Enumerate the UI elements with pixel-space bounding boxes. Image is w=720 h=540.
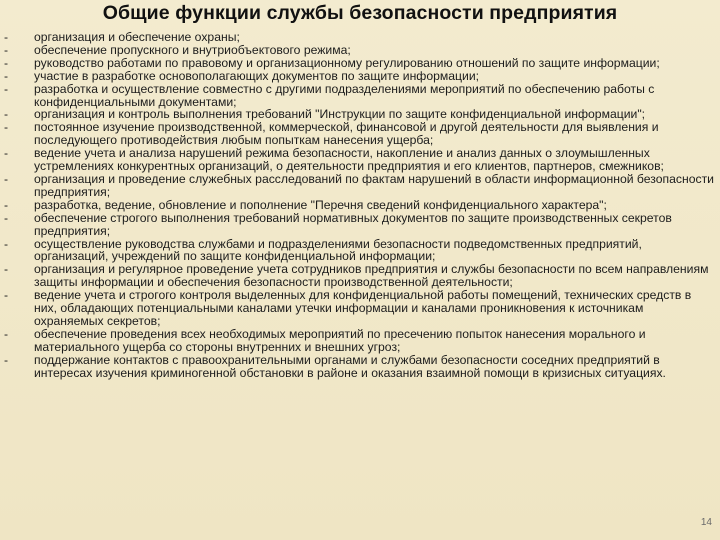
list-item-text: обеспечение проведения всех необходимых мероприятий по пресечению попыток нанесения морального и материального ущерба со стороны внутренних и внешних угроз; [34,326,646,354]
list-item [0,83,720,109]
list-item-text: постоянное изучение производственной, коммерческой, финансовой и другой деятельности для выявления и последующего противодействия любым попыткам нанесения ущерба; [34,120,659,148]
list-item-text: организация и проведение служебных расследований по фактам нарушений в области информационной безопасности предприятия; [34,171,714,199]
page-number: 14 [700,517,712,528]
list-item-text: организация и контроль выполнения требований "Инструкции по защите конфиденциальной информации"; [34,107,646,122]
bullet-dash: - [4,171,9,186]
list-item-text: организация и обеспечение охраны; [34,30,240,44]
list-item [0,212,720,238]
list-item-text: организация и регулярное проведение учета сотрудников предприятия и службы безопасности по всем направлениям защиты информации и обеспечения безопасности производственной деятельности; [34,262,709,290]
list-item-text: участие в разработке основополагающих документов по защите информации; [34,68,480,83]
list-item-text: разработка и осуществление совместно с другими подразделениями мероприятий по обеспечению работы с конфиденциальными документами; [34,81,655,109]
bullet-dash: - [4,236,9,251]
bullet-dash: - [4,81,9,96]
bullet-dash: - [4,42,9,57]
bullet-dash: - [4,55,9,70]
list-item-text: обеспечение пропускного и внутриобъектового режима; [34,42,351,57]
list-item-text: разработка, ведение, обновление и пополнение "Перечня сведений конфиденциального характера"; [34,197,607,212]
list-item [0,238,720,264]
bullet-dash: - [4,352,9,367]
list-item-text: ведение учета и строгого контроля выделенных для конфиденциальной работы помещений, технических средств в них, обладающих потенциальными каналами утечки информации и каналами проникновения к источникам охраняемых секретов; [34,288,692,328]
bullet-dash: - [4,197,9,212]
list-item-text: руководство работами по правовому и организационному регулированию отношений по защите информации; [34,55,660,70]
list-item [0,173,720,199]
list-item [0,121,720,147]
bullet-dash: - [4,30,9,44]
bullet-dash: - [4,326,9,341]
list-item [0,263,720,289]
slide-title: Общие функции службы безопасности предприятия [102,2,618,24]
bullet-dash: - [4,120,9,135]
list-item [0,147,720,173]
list-item [0,328,720,354]
function-list [0,31,720,379]
bullet-dash: - [4,288,9,303]
list-item [0,354,720,380]
list-item-text: ведение учета и анализа нарушений режима безопасности, накопление и анализ данных о злоумышленных устремлениях конкурентных организаций, о деятельности предприятия и его клиентов, партнеров, смежников; [34,146,664,174]
bullet-dash: - [4,210,9,225]
list-item-text: поддержание контактов с правоохранительными органами и службами безопасности соседних предприятий в интересах изучения криминогенной обстановки в районе и оказания взаимной помощи в кризисных ситуациях. [34,352,666,380]
bullet-dash: - [4,262,9,277]
bullet-dash: - [4,107,9,122]
list-item-text: обеспечение строгого выполнения требований нормативных документов по защите производственных секретов предприятия; [34,210,672,238]
list-item [0,289,720,328]
bullet-dash: - [4,68,9,83]
bullet-dash: - [4,146,9,161]
list-item-text: осуществление руководства службами и подразделениями безопасности подведомственных предприятий, организаций, учреждений по защите конфиденциальной информации; [34,236,642,264]
